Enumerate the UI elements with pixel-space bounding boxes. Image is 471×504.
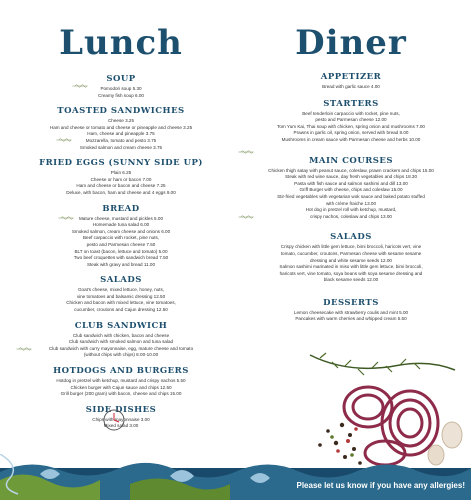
onion-peppercorn-illustration: [250, 325, 471, 475]
menu-item: Beef carpaccio with rocket, pine nuts,: [82, 235, 160, 241]
herb-sprig-icon: [56, 128, 72, 134]
section-title: TOASTED SANDWICHES: [57, 106, 185, 117]
menu-item: tomato, cucumber, croutons, Parmesan cheese with sesame sesame: [280, 250, 422, 256]
menu-item: Beef tenderloin carpaccio with rocket, pine nuts,: [302, 110, 400, 116]
lunch-section: [12, 106, 230, 151]
menu-item: haricots vert, vine tomato, soya beans with soya sesame dressing and: [279, 270, 423, 276]
lunch-section: [12, 158, 230, 196]
menu-item: BLT on toast (bacon, lettuce and tomato) 5.00: [74, 248, 168, 254]
section-title: BREAD: [102, 203, 140, 214]
lunch-column: [12, 0, 230, 437]
herb-sprig-icon: [58, 206, 74, 212]
section-title: HOTDOGS AND BURGERS: [53, 366, 189, 377]
section-title: SOUP: [106, 74, 136, 84]
menu-item: Steak with gravy and bread 11.00: [86, 261, 156, 267]
herb-sprig-icon: [16, 337, 32, 343]
menu-item: Cheese or ham or bacon 7.00: [90, 176, 152, 182]
section-title: SIDE DISHES: [85, 404, 157, 415]
menu-item: vine tomatoes and balsamic dressing 12.50: [76, 293, 166, 299]
diner-section: [238, 298, 464, 323]
menu-item: black sesame seeds 12.00: [323, 277, 379, 283]
lunch-section: [12, 204, 230, 269]
menu-item: Grill burger (200 gram) with bacon, cheese and chips 15.00: [60, 391, 182, 397]
menu-item: Cheese 3.25: [107, 118, 135, 124]
menu-item: Chips with mayonnaise 3.00: [92, 416, 150, 422]
diner-sections: [238, 72, 464, 323]
menu-item: Deluxe, with bacon, ham and cheese and 4 eggs 9.00: [66, 189, 176, 195]
diner-column: [238, 0, 464, 335]
menu-item: Stir-fried vegetables with vegetarian wok sauce and baked potato stuffed: [277, 193, 425, 199]
lunch-section: [12, 366, 230, 398]
menu-item: Smoked salmon, cream cheese and onions 6.00: [71, 228, 171, 234]
section-title: DESSERTS: [323, 297, 379, 308]
menu-item: Mixed salad 3.00: [103, 423, 139, 429]
menu-item: Pomodori soup 5.30: [100, 86, 142, 91]
menu-item: Goat's cheese, mixed lettuce, honey, nuts,: [77, 287, 165, 293]
menu-item: with crème fraiche 13.00: [325, 200, 377, 206]
decorative-footer: [0, 454, 471, 500]
section-title: FRIED EGGS (SUNNY SIDE UP): [39, 158, 203, 169]
menu-item: Homemade tuna salad 6.00: [92, 222, 150, 228]
menu-item: Hot dog in pretzel roll with ketchup, mustard,: [305, 207, 397, 213]
menu-item: Ham and cheese or bacon and cheese 7.25: [76, 183, 166, 189]
menu-item: Bread with garlic sauce 4.00: [322, 84, 380, 89]
menu-item: Mushrooms in cream sauce with Parmesan cheese and herbs 10.00: [281, 136, 421, 142]
section-title: SALADS: [100, 275, 142, 286]
section-title: CLUB SANDWICH: [74, 320, 168, 331]
menu-item: Mozzarella, tomato and pesto 3.75: [85, 137, 157, 143]
menu-item: Prawns in garlic oil, spring onion, served with bread 8.00: [293, 130, 409, 136]
menu-item: dressing and white sesame seeds 12.00: [310, 257, 392, 263]
allergy-notice: Please let us know if you have any allergies!: [296, 481, 465, 490]
menu-item: pesto and Parmesan cheese 7.50: [86, 241, 156, 247]
lunch-section: [12, 321, 230, 359]
menu-item: (without chips with chips) 8.00-10.00: [83, 352, 159, 358]
herb-sprig-icon: [238, 205, 254, 211]
menu-item: cucumber, croutons and Cajun dressing 12.50: [74, 307, 168, 313]
menu-item: Smoked salmon and cream cheese 3.75: [79, 144, 163, 150]
menu-item: Ham, cheese and pineapple 3.75: [87, 131, 155, 137]
menu-item: crispy nachos, coleslaw and chips 13.00: [310, 213, 392, 219]
menu-item: Two beef croquettes with sandwich bread 7.50: [73, 255, 169, 261]
menu-item: Crispy chicken with little gem lettuce, bimi broccoli, haricots vert, vine: [280, 244, 422, 250]
menu-item: Tom Yum Kai, Thai soup with chicken, spring onion and mushrooms 7.00: [277, 123, 425, 129]
menu-item: Plain 6.25: [110, 170, 132, 176]
menu-item: Chicken and bacon with mixed lettuce, vine tomatoes,: [66, 300, 176, 306]
menu-item: Pasta with fish sauce and salmon sashimi and dill 13.00: [294, 180, 408, 186]
diner-section: [238, 156, 464, 221]
menu-item: Creamy fish soup 6.00: [98, 92, 144, 98]
menu-item: Club sandwich with chicken, bacon and cheese: [72, 332, 170, 338]
diner-section: [238, 232, 464, 284]
section-title: APPETIZER: [320, 72, 382, 82]
lunch-section: [12, 275, 230, 313]
diner-section: [238, 72, 464, 91]
lunch-title: Lunch: [59, 23, 183, 63]
diner-title: Diner: [295, 23, 407, 63]
section-title: SALADS: [330, 232, 372, 243]
menu-item: Mature cheese, mustard and pickles 5.00: [78, 215, 163, 221]
menu-item: Club sandwich with smoked salmon and tuna salad: [68, 339, 174, 345]
menu-item: Ham and cheese or tomato and cheese or pineapple and cheese 3.25: [49, 124, 193, 130]
clock-icon: [102, 408, 126, 432]
section-title: STARTERS: [323, 98, 379, 109]
menu-item: Pancakes with warm cherries and whipped cream 5.50: [295, 316, 407, 322]
lunch-section: [12, 74, 230, 99]
menu-item: pesto and Parmesan cheese 12.00: [315, 117, 387, 123]
menu-item: Club sandwich with curry mayonnaise, egg, mature cheese and tomato: [48, 345, 194, 351]
menu-item: Salmon sashimi marinated in miso with little gem lettuce, bimi broccoli,: [279, 264, 423, 270]
menu-item: Chicken burger with Cajun sauce and chips 12.50: [70, 384, 172, 390]
herb-sprig-icon: [238, 140, 254, 146]
diner-section: [238, 99, 464, 144]
herb-sprig-icon: [72, 74, 88, 80]
menu-item: Griff Burger with cheese, chips and coleslaw 15.00: [299, 187, 403, 193]
menu-item: Hotdog in pretzel with ketchup, mustard and crispy nachos 5.50: [56, 378, 186, 384]
menu-item: Lemon cheesecake with strawberry coulis and mint 5.00: [293, 309, 409, 315]
menu-item: Chicken thigh satay with peanut sauce, coleslaw, prawn crackers and chips 15.00: [268, 167, 434, 173]
section-title: MAIN COURSES: [308, 155, 394, 166]
menu-item: Steak with red wine sauce, day fresh vegetables and chips 18.30: [284, 174, 418, 180]
lunch-sections: [12, 74, 230, 430]
